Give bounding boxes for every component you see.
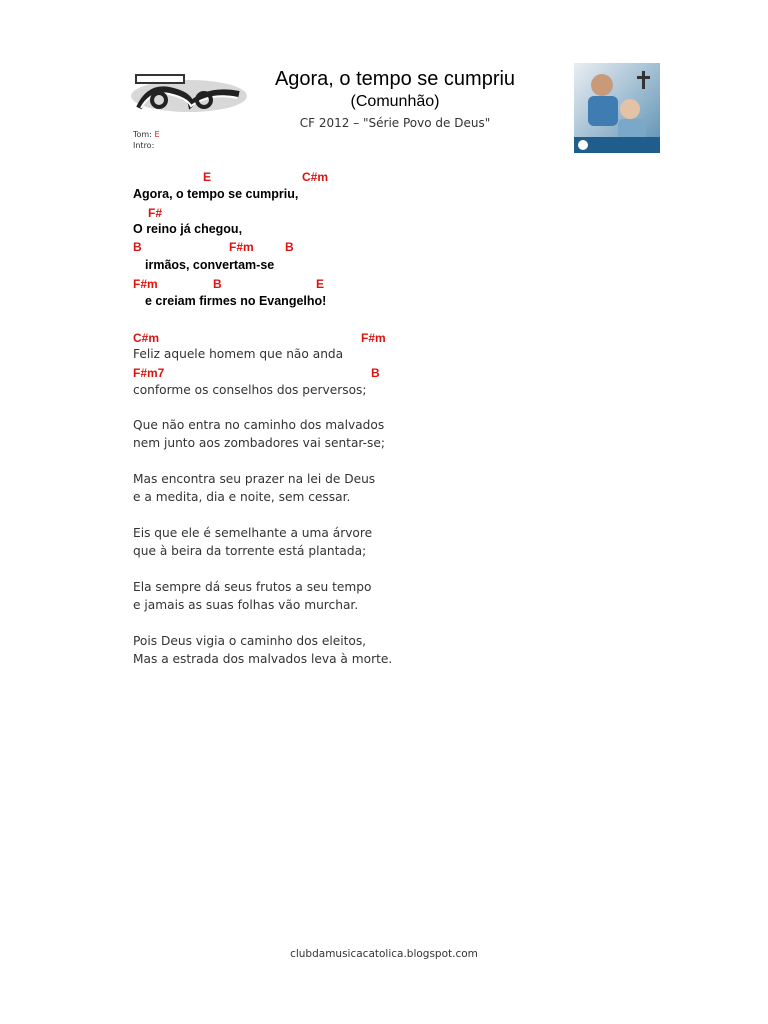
lyric-line: Agora, o tempo se cumpriu,: [133, 187, 299, 201]
song-series: CF 2012 – "Série Povo de Deus": [299, 116, 491, 130]
song-subtitle: (Comunhão): [350, 93, 440, 110]
lyric-line: Eis que ele é semelhante a uma árvore: [133, 526, 373, 540]
lyric-line: Mas encontra seu prazer na lei de Deus: [133, 472, 376, 486]
chord: E: [316, 277, 325, 291]
chord: B: [133, 240, 142, 254]
chord: F#m: [229, 240, 254, 254]
tom-label: Tom:: [133, 130, 152, 139]
lyric-line: que à beira da torrente está plantada;: [133, 544, 367, 558]
lyric-line: Feliz aquele homem que não anda: [133, 347, 344, 361]
lyric-line: conforme os conselhos dos perversos;: [133, 383, 367, 397]
lyric-line: e a medita, dia e noite, sem cessar.: [133, 490, 351, 504]
lyric-line: Ela sempre dá seus frutos a seu tempo: [133, 580, 372, 594]
chord: F#: [148, 206, 163, 220]
chord: C#m: [133, 331, 160, 345]
tom-value: E: [154, 130, 160, 139]
intro-line: [133, 141, 154, 150]
lyric-line: e creiam firmes no Evangelho!: [145, 294, 327, 308]
lyric-line: Que não entra no caminho dos malvados: [133, 418, 385, 432]
song-title: Agora, o tempo se cumpriu: [274, 68, 516, 90]
lyric-line: e jamais as suas folhas vão murchar.: [133, 598, 359, 612]
chord: B: [213, 277, 222, 291]
lyric-line: Mas a estrada dos malvados leva à morte.: [133, 652, 393, 666]
lyric-line: nem junto aos zombadores vai sentar-se;: [133, 436, 385, 450]
lyric-line: irmãos, convertam-se: [145, 258, 275, 272]
chord: F#m: [133, 277, 158, 291]
lyric-line: Pois Deus vigia o caminho dos eleitos,: [133, 634, 367, 648]
chord: B: [285, 240, 294, 254]
footer-url: clubdamusicacatolica.blogspot.com: [290, 948, 478, 960]
chord: F#m7: [133, 366, 165, 380]
chord: E: [203, 170, 212, 184]
intro-label: Intro:: [133, 141, 155, 150]
chord: C#m: [302, 170, 329, 184]
key-line: [133, 130, 160, 139]
album-cover-image: [574, 63, 660, 153]
chord: F#m: [361, 331, 386, 345]
club-logo: [129, 68, 249, 114]
chord: B: [371, 366, 380, 380]
lyric-line: O reino já chegou,: [133, 222, 243, 236]
